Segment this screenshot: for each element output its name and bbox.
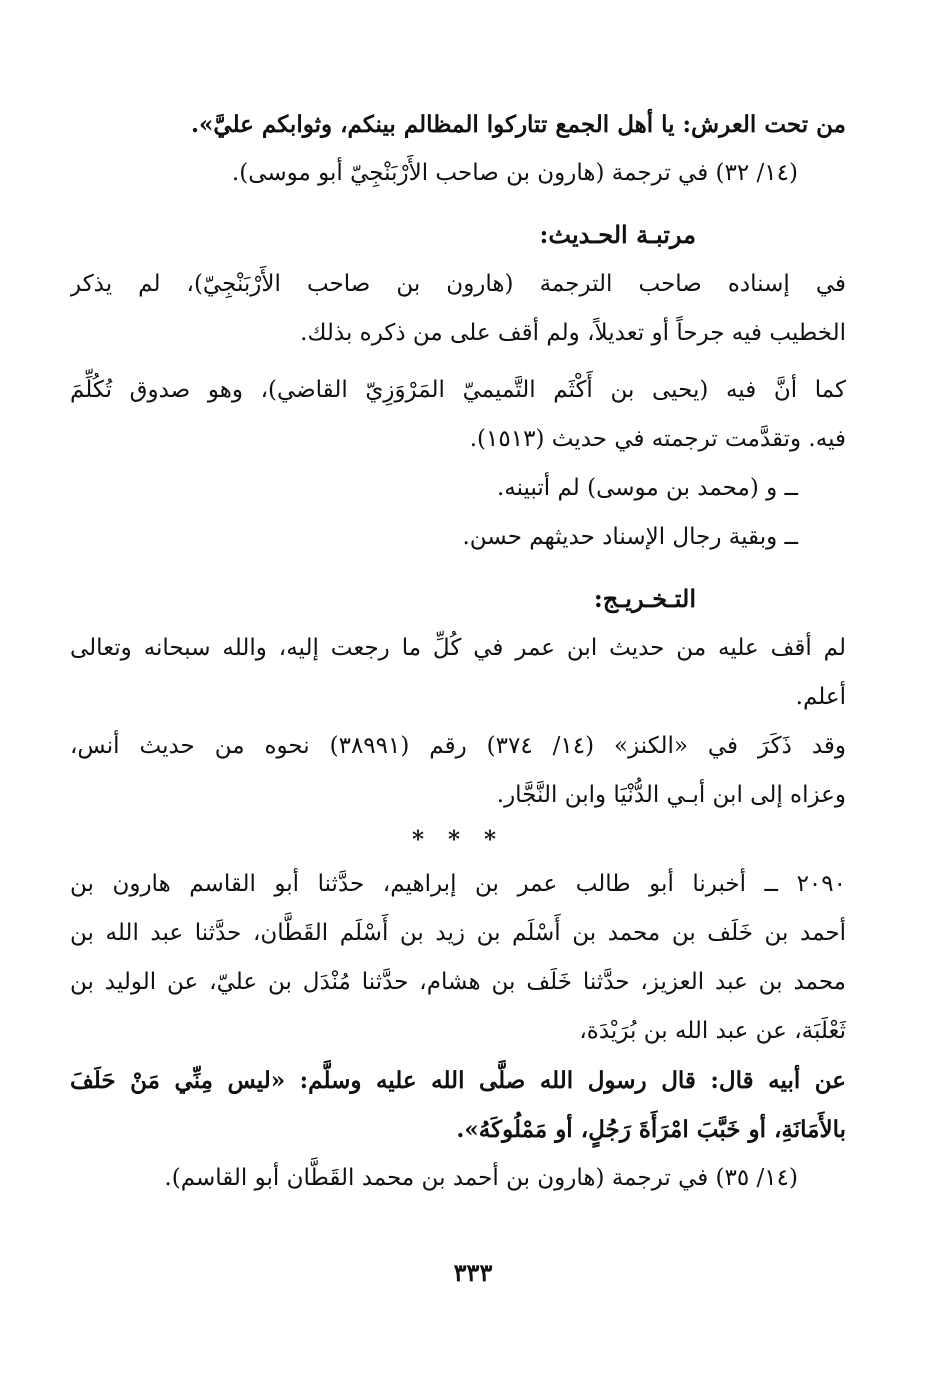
text-line: لم أقف عليه من حديث ابن عمر في كُلِّ ما رجعت إليه، والله سبحانه وتعالى — [70, 635, 846, 661]
text-line: ــ و (محمد بن موسى) لم أتبينه. — [496, 475, 798, 501]
text-line: وقد ذَكَرَ في «الكنز» (١٤/ ٣٧٤) رقم (٣٨٩٩١) نحوه من حديث أنس، — [70, 733, 846, 759]
section-heading-takhrij: التـخـريـج: — [593, 584, 696, 613]
section-heading-hadith-grade: مرتبـة الحـديث: — [539, 220, 696, 249]
page-number: ٣٣٣ — [453, 1258, 493, 1287]
text-line: في إسناده صاحب الترجمة (هارون بن صاحب الأَرْبَنْجِيّ)، لم يذكر — [70, 271, 846, 297]
text-line: أحمد بن خَلَف بن محمد بن أَسْلَم بن زيد بن أَسْلَم القَطَّان، حدَّثنا عبد الله بن — [70, 920, 846, 946]
hadith-text-line: عن أبيه قال: قال رسول الله صلَّى الله عليه وسلَّم: «ليس مِنِّي مَنْ حَلَفَ — [70, 1067, 846, 1094]
text-line: من تحت العرش: يا أهل الجمع تتاركوا المظالم بينكم، وثوابكم عليَّ». — [191, 111, 846, 138]
text-line: وعزاه إلى ابن أبـي الدُّنْيَا وابن النَّجَّار. — [496, 782, 846, 808]
text-line: ــ وبقية رجال الإسناد حديثهم حسن. — [462, 524, 798, 550]
text-line: ثَعْلَبَة، عن عبد الله بن بُرَيْدَة، — [579, 1018, 846, 1044]
text-line: كما أنَّ فيه (يحيى بن أَكْثَم التَّميميّ المَرْوَزِيّ القاضي)، وهو صدوق تُكُلِّمَ — [70, 377, 846, 403]
text-line: (١٤/ ٣٢) في ترجمة (هارون بن صاحب الأَرْبَنْجِيّ أبو موسى). — [231, 160, 798, 186]
section-separator: * * * — [411, 826, 505, 853]
page-body — [70, 100, 846, 1203]
text-line: محمد بن عبد العزيز، حدَّثنا خَلَف بن هشام، حدَّثنا مُنْدَل بن عليّ، عن الوليد بن — [70, 969, 846, 995]
text-line: الخطيب فيه جرحاً أو تعديلاً، ولم أقف على من ذكره بذلك. — [300, 320, 846, 346]
text-line: (١٤/ ٣٥) في ترجمة (هارون بن أحمد بن محمد القَطَّان أبو القاسم). — [164, 1165, 798, 1191]
text-line: ٢٠٩٠ ــ أخبرنا أبو طالب عمر بن إبراهيم، حدَّثنا أبو القاسم هارون بن — [70, 871, 846, 897]
hadith-text-line: بالأَمَانَةِ، أو خَبَّبَ امْرَأَةَ رَجُلٍ، أو مَمْلُوكَهُ». — [456, 1116, 846, 1143]
text-line: فيه. وتقدَّمت ترجمته في حديث (١٥١٣). — [469, 426, 846, 452]
text-line: أعلم. — [795, 684, 846, 710]
